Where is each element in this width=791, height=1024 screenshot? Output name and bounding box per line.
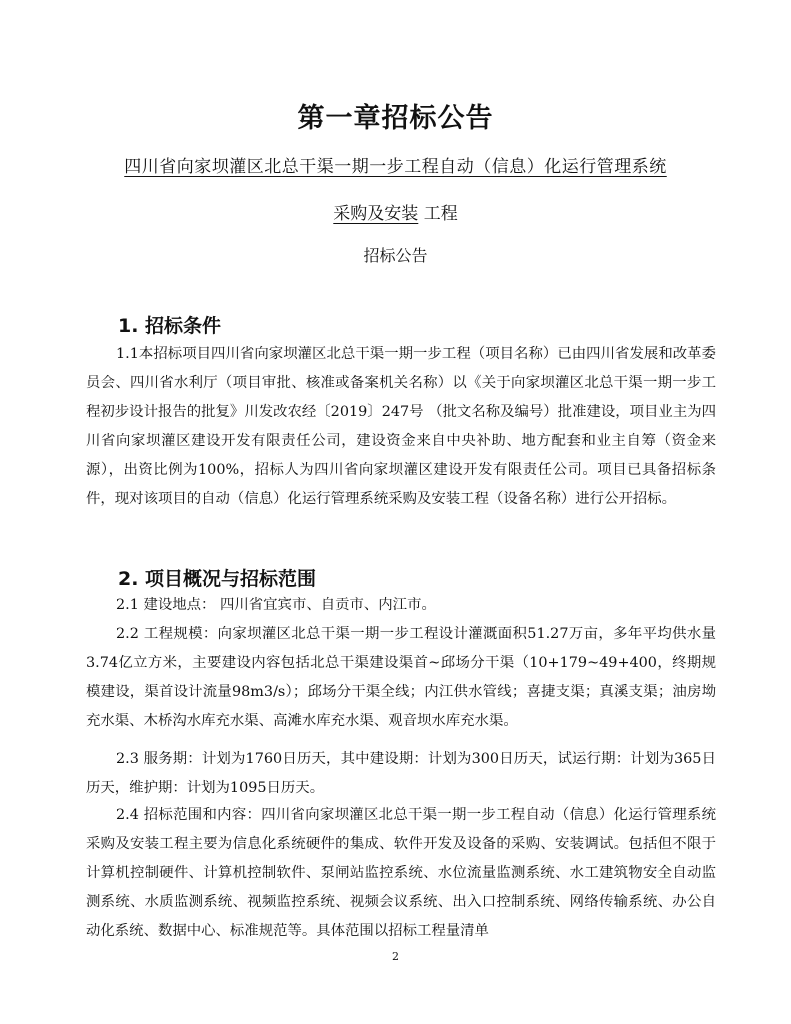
section2-paragraph-4: 2.4 招标范围和内容：四川省向家坝灌区北总干渠一期一步工程自动（信息）化运行管理系统采购及安装工程主要为信息化系统硬件的集成、软件开发及设备的采购、安装调试。包括但不限于计算机控制硬件、计算机控制软件、泵闸站监控系统、水位流量监测系统、水工建筑物安全自动监测系统、水质监测系统、视频监控系统、视频会议系统、出入口控制系统、网络传输系统、办公自动化系统、数据中心、标准规范等。具体范围以招标工程量清单 <box>86 807 716 939</box>
chapter-title: 第一章招标公告 <box>297 103 494 134</box>
project-name-line1-text: 四川省向家坝灌区北总干渠一期一步工程自动（信息）化运行管理系统 <box>124 157 667 177</box>
section2-heading: 2. 项目概况与招标范围 <box>118 568 317 590</box>
project-name-line2-underlined: 采购及安装 <box>333 204 419 224</box>
project-name-line1 <box>0 152 791 177</box>
project-name-line2-suffix: 工程 <box>418 204 458 224</box>
section2-paragraph-1: 2.1 建设地点： 四川省宜宾市、自贡市、内江市。 <box>116 597 436 613</box>
section1-heading: 1. 招标条件 <box>118 315 222 337</box>
project-name-line2 <box>0 199 791 224</box>
page-number: 2 <box>392 950 399 963</box>
section2-paragraph-2: 2.2 工程规模：向家坝灌区北总干渠一期一步工程设计灌溉面积51.27万亩，多年平均供水量3.74亿立方米，主要建设内容包括北总干渠建设渠首~邱场分干渠（10+179~49+400，终期规模建设，渠首设计流量98m3/s）；邱场分干渠全线；内江供水管线；喜捷支渠；真溪支渠；油房坳充水渠、木桥沟水库充水渠、高滩水库充水渠、观音坝水库充水渠。 <box>86 626 716 729</box>
subtitle: 招标公告 <box>363 246 428 265</box>
section1-paragraph: 1.1本招标项目四川省向家坝灌区北总干渠一期一步工程（项目名称）已由四川省发展和改革委员会、四川省水利厅（项目审批、核准或备案机关名称）以《关于向家坝灌区北总干渠一期一步工程初步设计报告的批复》川发改农经〔2019〕247号 （批文名称及编号）批准建设，项目业主为四川省向家坝灌区建设开发有限责任公司，建设资金来自中央补助、地方配套和业主自筹（资金来源），出资比例为100%，招标人为四川省向家坝灌区建设开发有限责任公司。项目已具备招标条件，现对该项目的自动（信息）化运行管理系统采购及安装工程（设备名称）进行公开招标。 <box>86 346 716 507</box>
section2-paragraph-3: 2.3 服务期：计划为1760日历天，其中建设期：计划为300日历天，试运行期：计划为365日历天，维护期：计划为1095日历天。 <box>86 751 716 796</box>
